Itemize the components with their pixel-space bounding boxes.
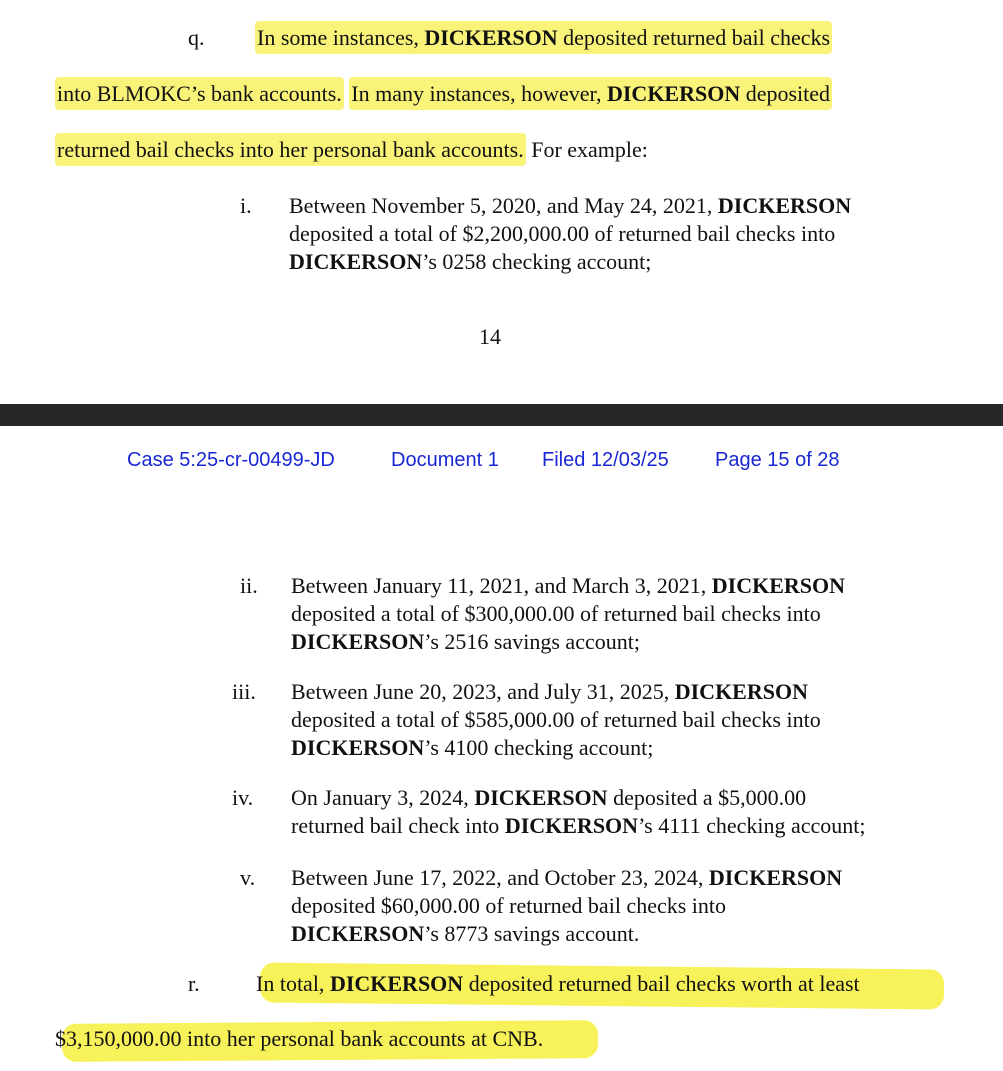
- item-ii-label: ii.: [240, 573, 258, 598]
- item-v-line-1-name: DICKERSON: [708, 865, 843, 890]
- page-number: 14: [479, 324, 501, 349]
- item-iv-line-1-name: DICKERSON: [474, 785, 608, 810]
- item-iv-line-2-text-b: ’s 4111 checking account;: [638, 813, 866, 838]
- item-iv-label: iv.: [232, 785, 254, 810]
- item-iii-line-3-name: DICKERSON: [291, 735, 425, 760]
- item-i-line-2: deposited a total of $2,200,000.00 of returned bail checks into: [289, 221, 836, 246]
- para-r-line-1: [256, 970, 860, 998]
- para-q-line-1-text-a: In some instances,: [257, 25, 425, 50]
- para-q-line-2-name: DICKERSON: [606, 81, 741, 106]
- para-q-line-2: [55, 80, 832, 108]
- item-iv-line-2: [291, 812, 866, 840]
- para-q-line-2-text-b: deposited: [740, 81, 831, 106]
- page-of-total: Page 15 of 28: [715, 449, 840, 471]
- para-q-line-1: [255, 24, 832, 52]
- document-number: Document 1: [391, 449, 499, 471]
- para-q-label: q.: [188, 25, 205, 50]
- item-ii-line-2: deposited a total of $300,000.00 of returned bail checks into: [291, 601, 821, 626]
- item-iv-line-1-text-b: deposited a $5,000.00: [607, 785, 807, 810]
- para-q-line-2-text-a: In many instances, however,: [351, 81, 607, 106]
- filed-date: Filed 12/03/25: [542, 449, 669, 471]
- item-i-label: i.: [240, 193, 252, 218]
- para-r-line-2-text: 3,150,000.00 into her personal bank accounts at CNB.: [66, 1026, 544, 1051]
- item-iv-line-2-name: DICKERSON: [504, 813, 639, 838]
- para-r-line-2-dollar: $: [55, 1026, 66, 1051]
- para-r-line-1-name: DICKERSON: [329, 971, 464, 996]
- item-iii-line-1: [291, 678, 808, 706]
- item-iv-line-1-text-a: On January 3, 2024,: [291, 785, 475, 810]
- item-iii-line-1-text: Between June 20, 2023, and July 31, 2025,: [291, 679, 675, 704]
- para-r-label: r.: [188, 971, 200, 996]
- item-i-line-3-text: ’s 0258 checking account;: [422, 249, 652, 274]
- item-v-line-3-name: DICKERSON: [291, 921, 425, 946]
- item-v-line-3-text: ’s 8773 savings account.: [424, 921, 640, 946]
- item-ii-line-1-name: DICKERSON: [711, 573, 845, 598]
- para-r-line-2: [55, 1025, 543, 1053]
- item-ii-line-3: [291, 628, 640, 656]
- para-r-line-1-text-b: deposited returned bail checks worth at least: [463, 971, 860, 996]
- item-iii-line-3-text: ’s 4100 checking account;: [424, 735, 654, 760]
- item-ii-line-1-text: Between January 11, 2021, and March 3, 2021,: [291, 573, 712, 598]
- item-i-line-3-name: DICKERSON: [289, 249, 423, 274]
- para-q-line-3-plain: For example:: [531, 137, 648, 162]
- item-v-line-1: [291, 864, 842, 892]
- para-q-line-2-sentence-1: into BLMOKC’s bank accounts.: [55, 77, 344, 110]
- item-ii-line-3-text: ’s 2516 savings account;: [424, 629, 640, 654]
- item-v-line-1-text: Between June 17, 2022, and October 23, 2024,: [291, 865, 709, 890]
- item-iii-line-1-name: DICKERSON: [674, 679, 808, 704]
- case-number: Case 5:25-cr-00499-JD: [127, 449, 335, 471]
- item-i-line-1: [289, 192, 851, 220]
- para-r-line-1-text-a: n total,: [263, 971, 330, 996]
- item-iii-line-2: deposited a total of $585,000.00 of returned bail checks into: [291, 707, 821, 732]
- item-v-line-2: deposited $60,000.00 of returned bail checks into: [291, 893, 727, 918]
- item-v-line-3: [291, 920, 639, 948]
- page-divider: [0, 404, 1003, 426]
- para-q-line-3: [55, 136, 648, 164]
- item-iv-line-1: [291, 784, 806, 812]
- item-ii-line-3-name: DICKERSON: [291, 629, 425, 654]
- item-v-label: v.: [240, 865, 256, 890]
- para-q-line-1-text-b: deposited returned bail checks: [557, 25, 831, 50]
- item-ii-line-1: [291, 572, 845, 600]
- item-iii-line-3: [291, 734, 653, 762]
- item-i-line-3: [289, 248, 651, 276]
- para-r-line-1-initial: I: [256, 971, 264, 996]
- item-iv-line-2-text-a: returned bail check into: [291, 813, 505, 838]
- para-q-line-3-highlighted: returned bail checks into her personal bank accounts.: [55, 133, 526, 166]
- item-i-line-1-text: Between November 5, 2020, and May 24, 2021,: [289, 193, 718, 218]
- item-i-line-1-name: DICKERSON: [717, 193, 852, 218]
- para-q-line-1-name: DICKERSON: [424, 25, 558, 50]
- item-iii-label: iii.: [232, 679, 256, 704]
